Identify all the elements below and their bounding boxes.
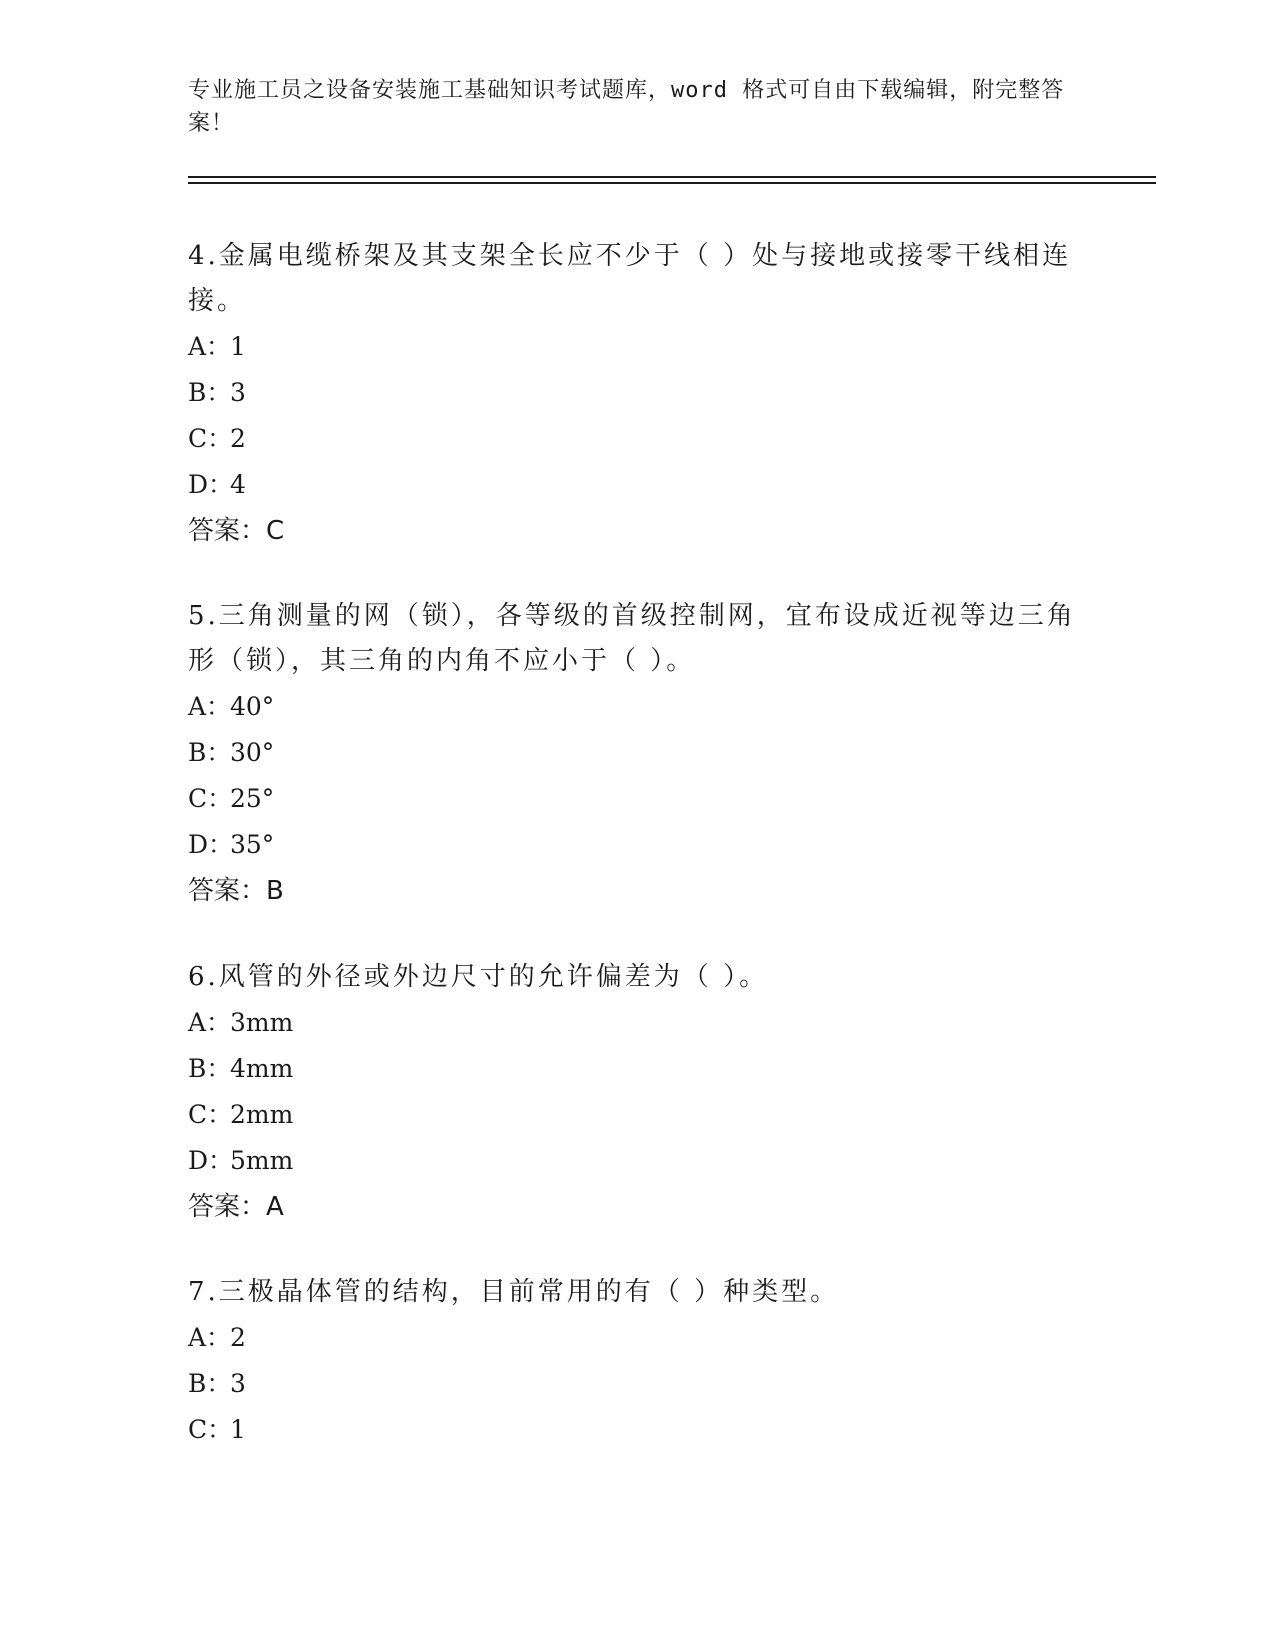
option-c (188, 1407, 1088, 1453)
option-text: 3 (230, 378, 246, 407)
option-a (188, 1000, 1088, 1046)
option-letter: B： (188, 378, 232, 407)
option-text: 2 (230, 1323, 246, 1352)
option-letter: A： (188, 692, 232, 721)
option-text: 40° (230, 692, 275, 721)
answer: 答案：A (188, 1192, 284, 1222)
document-header: 专业施工员之设备安装施工基础知识考试题库，word 格式可自由下载编辑，附完整答案！ (188, 78, 1065, 136)
option-b (188, 730, 1088, 776)
option-text: 2mm (230, 1100, 294, 1129)
option-text: 3 (230, 1369, 246, 1398)
question-4 (188, 234, 1088, 554)
option-text: 35° (230, 830, 275, 859)
option-a (188, 1315, 1088, 1361)
question-stem: 4.金属电缆桥架及其支架全长应不少于（ ）处与接地或接零干线相连接。 (188, 241, 1072, 316)
answer: 答案：B (188, 876, 284, 906)
option-a (188, 324, 1088, 370)
question-7 (188, 1270, 1088, 1453)
option-c (188, 1092, 1088, 1138)
option-d (188, 1138, 1088, 1184)
option-c (188, 776, 1088, 822)
question-6 (188, 955, 1088, 1230)
option-letter: C： (188, 1415, 233, 1444)
option-letter: C： (188, 424, 233, 453)
question-5 (188, 594, 1088, 914)
option-letter: C： (188, 1100, 233, 1129)
option-text: 3mm (230, 1008, 294, 1037)
option-b (188, 1046, 1088, 1092)
option-text: 4 (230, 470, 246, 499)
option-text: 5mm (230, 1146, 294, 1175)
header-rule-bottom (188, 182, 1156, 184)
header-rule-top (188, 176, 1156, 178)
option-letter: B： (188, 738, 232, 767)
option-letter: B： (188, 1054, 232, 1083)
option-text: 1 (230, 332, 246, 361)
option-letter: D： (188, 1146, 234, 1175)
option-text: 2 (230, 424, 246, 453)
option-text: 1 (230, 1415, 246, 1444)
option-letter: A： (188, 1008, 232, 1037)
option-a (188, 684, 1088, 730)
option-letter: A： (188, 1323, 232, 1352)
option-letter: D： (188, 830, 234, 859)
option-d (188, 822, 1088, 868)
option-b (188, 370, 1088, 416)
option-text: 4mm (230, 1054, 294, 1083)
option-d (188, 462, 1088, 508)
option-letter: B： (188, 1369, 232, 1398)
option-letter: A： (188, 332, 232, 361)
option-c (188, 416, 1088, 462)
question-stem: 6.风管的外径或外边尺寸的允许偏差为（ ）。 (188, 962, 769, 992)
answer: 答案：C (188, 516, 285, 546)
question-stem: 7.三极晶体管的结构，目前常用的有（ ）种类型。 (188, 1277, 840, 1307)
option-b (188, 1361, 1088, 1407)
option-text: 25° (230, 784, 275, 813)
question-stem: 5.三角测量的网（锁），各等级的首级控制网，宜布设成近视等边三角形（锁），其三角的内角不应小于（ ）。 (188, 601, 1076, 676)
option-letter: D： (188, 470, 234, 499)
option-letter: C： (188, 784, 233, 813)
option-text: 30° (230, 738, 275, 767)
